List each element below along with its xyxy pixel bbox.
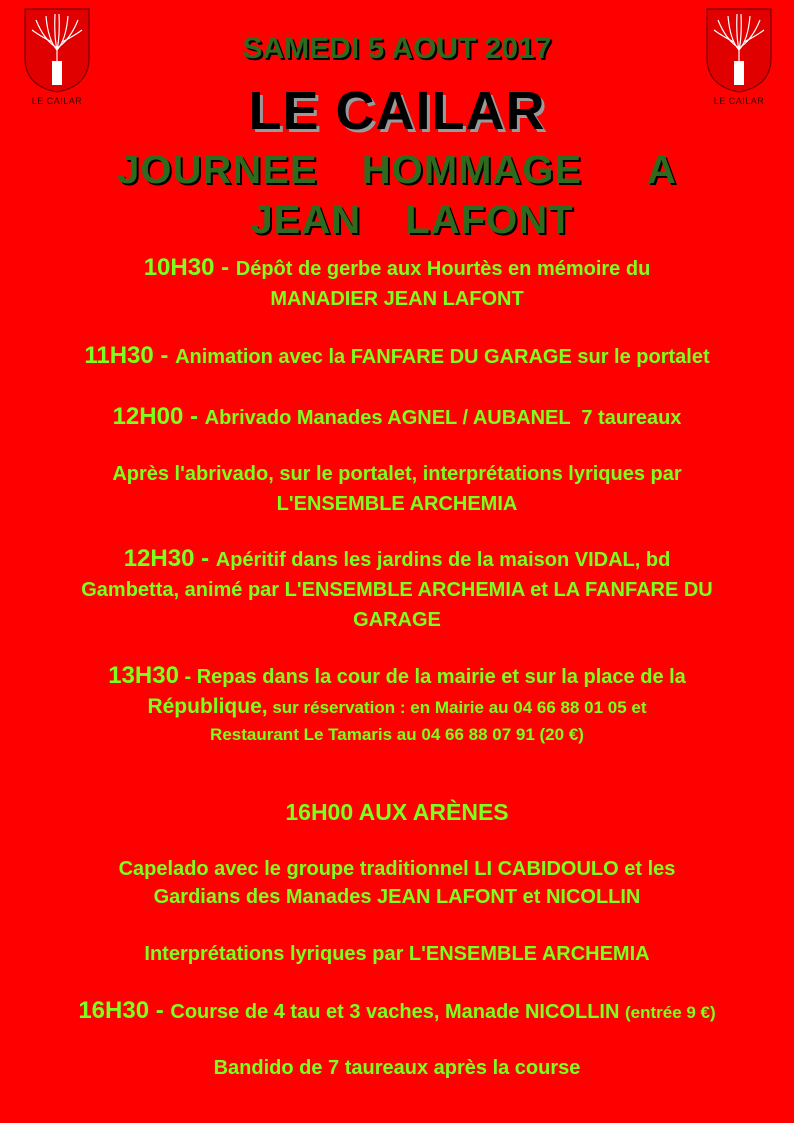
logo-caption: LE CAILAR: [31, 96, 83, 106]
event-text: Restaurant Le Tamaris au 04 66 88 07 91 (20 €): [210, 725, 584, 744]
event-time: 10H30 -: [143, 254, 236, 281]
program-item-lyrique: [10, 939, 784, 969]
event-text: Bandido de 7 taureaux après la course: [213, 1057, 581, 1079]
event-time: 12H30 -: [123, 545, 216, 572]
event-title-line2: JEAN LAFONT: [250, 198, 574, 242]
event-text: Abrivado Manades AGNEL / AUBANEL 7 taureaux: [204, 407, 682, 429]
program-item-after-abrivado: [10, 459, 784, 519]
event-text: Dépôt de gerbe aux Hourtès en mémoire du: [235, 258, 651, 280]
event-text: Capelado avec le groupe traditionnel LI CABIDOULO et les: [118, 858, 676, 880]
arenes-heading: 16H00 AUX ARÈNES: [285, 799, 509, 825]
event-time: 16H30 -: [78, 997, 171, 1024]
event-text: - Repas dans la cour de la mairie et sur la place de la: [178, 666, 686, 688]
event-text: Gambetta, animé par L'ENSEMBLE ARCHEMIA et LA FANFARE DU: [81, 579, 713, 601]
program-item-1030: [10, 253, 784, 314]
program-item-1230: [10, 544, 784, 635]
event-text: sur réservation : en Mairie au 04 66 88 01 05 et: [267, 698, 647, 717]
program-item-1130: [10, 341, 784, 372]
event-text: MANADIER JEAN LAFONT: [270, 288, 524, 310]
event-date: SAMEDI 5 AOUT 2017: [242, 32, 552, 65]
event-text: Apéritif dans les jardins de la maison VIDAL, bd: [215, 549, 671, 571]
program-item-1330: [10, 661, 784, 747]
program-item-bandido: [10, 1053, 784, 1083]
program-item-capelado: [10, 855, 784, 911]
event-text: République,: [147, 695, 268, 718]
event-price: (entrée 9 €): [624, 1003, 716, 1022]
event-time: 11H30 -: [84, 342, 176, 369]
logo-caption: LE CAILAR: [713, 96, 765, 106]
event-text: Course de 4 tau et 3 vaches, Manade NICOLLIN: [170, 1001, 625, 1023]
event-title-line1: JOURNEE HOMMAGE A: [117, 148, 677, 192]
event-text: Interprétations lyriques par L'ENSEMBLE ARCHEMIA: [144, 943, 650, 965]
event-time: 12H00 -: [112, 403, 205, 430]
event-text: L'ENSEMBLE ARCHEMIA: [276, 493, 518, 515]
town-name: LE CAILAR: [248, 81, 546, 141]
event-text: GARAGE: [353, 609, 441, 631]
event-text: Après l'abrivado, sur le portalet, interprétations lyriques par: [112, 463, 682, 485]
event-text: Gardians des Manades JEAN LAFONT et NICOLLIN: [153, 886, 641, 908]
event-time: 13H30: [108, 662, 179, 689]
program-item-1200: [10, 402, 784, 433]
program-item-1630: [10, 996, 784, 1028]
event-text: Animation avec la FANFARE DU GARAGE sur le portalet: [175, 346, 710, 368]
